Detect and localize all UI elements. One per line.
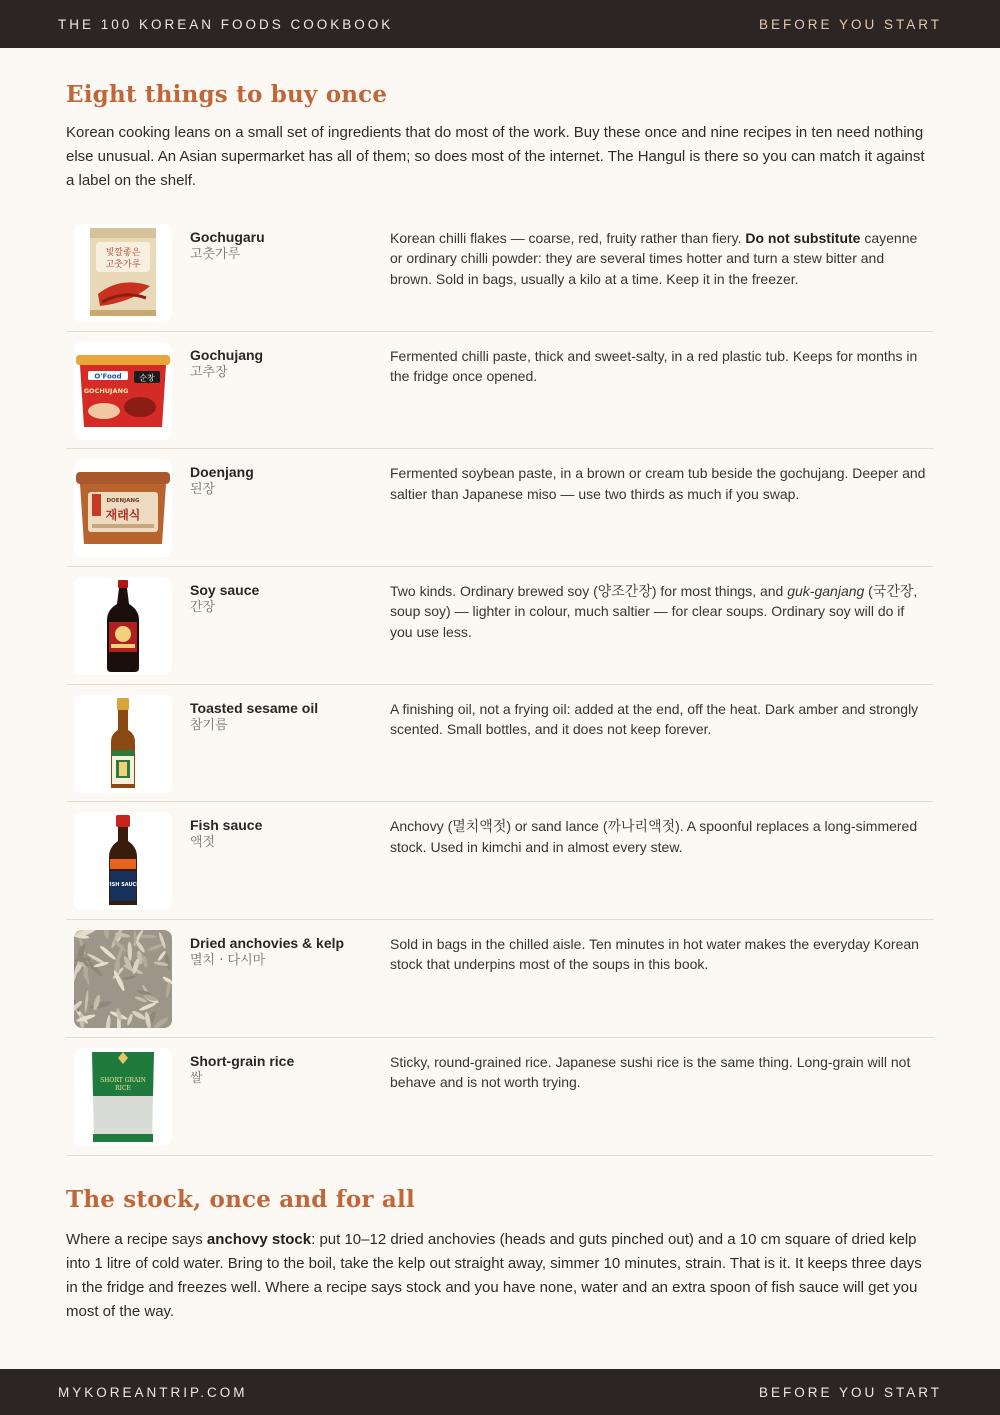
ingredient-name: Dried anchovies & kelp: [190, 935, 345, 952]
emphasis-warning: Do not substitute: [745, 230, 861, 246]
gochujang-label: GOCHUJANG: [83, 386, 129, 395]
term-guk-ganjang: guk-ganjang: [787, 583, 865, 600]
gochujang-brand: O'Food: [94, 372, 122, 381]
soy-sauce-bottle-icon: [74, 577, 172, 675]
section-heading-ingredients: Eight things to buy once: [66, 81, 388, 108]
ingredient-hangul: 참기름: [190, 717, 228, 733]
ingredient-description: Anchovy (멸치액젓) or sand lance (까나리액젓). A spoonful replaces a long-simmered stock. Used in kimchi and in almost every stew.: [390, 818, 918, 855]
sesame-oil-bottle-icon: [74, 695, 172, 793]
term-anchovy-stock: anchovy stock: [206, 1230, 312, 1248]
ingredient-description: Fermented chilli paste, thick and sweet-salty, in a red plastic tub. Keeps for months in the fridge once opened.: [390, 347, 918, 384]
chilli-flakes-bag-icon: [74, 224, 172, 322]
ingredient-hangul: 액젓: [190, 835, 216, 851]
ingredient-hangul: 고추장: [190, 364, 228, 380]
header-section-label: BEFORE YOU START: [758, 16, 942, 32]
ingredient-name: Gochugaru: [190, 229, 265, 245]
page-content: [66, 80, 934, 1324]
ingredient-name: Fish sauce: [190, 817, 263, 834]
ingredient-row: [66, 449, 934, 567]
ingredient-row: [66, 685, 934, 803]
ingredient-description: Two kinds. Ordinary brewed soy (양조간장) for most things, and guk-ganjang (국간장, soup soy) — lighter in colour, much saltier — for clear soups. Ordinary soy will do if you use less.: [390, 583, 918, 640]
dried-anchovies-icon: [74, 930, 172, 1028]
ingredient-row: [66, 802, 934, 920]
ingredient-hangul: 고춧가루: [190, 247, 241, 262]
ingredient-name: Doenjang: [190, 464, 254, 481]
ingredient-row: [66, 920, 934, 1038]
ingredient-name: Gochujang: [190, 346, 264, 363]
top-bar: [0, 0, 1000, 48]
ingredient-name: Soy sauce: [190, 582, 260, 599]
doenjang-tub-icon: [74, 459, 172, 557]
ingredient-name: Short-grain rice: [190, 1052, 295, 1069]
ingredient-hangul: 쌀: [190, 1070, 203, 1086]
ingredient-row: [66, 567, 934, 685]
footer-section-label: BEFORE YOU START: [758, 1384, 942, 1400]
doenjang-label: DOENJANG: [106, 498, 140, 505]
ingredient-description: Fermented soybean paste, in a brown or cream tub beside the gochujang. Deeper and saltier than Japanese miso — use two thirds as much if you swap.: [390, 465, 926, 502]
ingredient-description: Korean chilli flakes — coarse, red, fruity rather than fiery. Do not substitute cayenne or ordinary chilli powder: they are several times hotter and turn a stew bitter and brown. Sold in bags, usually a kilo at a time. Keep it in the freezer.: [390, 230, 918, 287]
gochugaru-pack-label-1: 빛깔좋은: [105, 248, 141, 258]
rice-sack-icon: [74, 1048, 172, 1146]
ingredient-row: [66, 1038, 934, 1156]
gochujang-badge: 순창: [139, 373, 155, 383]
stock-section: [66, 1185, 934, 1324]
gochujang-tub-icon: [74, 342, 172, 440]
site-link[interactable]: MYKOREANTRIP.COM: [58, 1384, 248, 1400]
ingredient-hangul: 멸치 · 다시마: [190, 953, 266, 969]
intro-paragraph: Korean cooking leans on a small set of ingredients that do most of the work. Buy these once and nine recipes in ten need nothing else unusual. An Asian supermarket has all of them; so does most of the internet. The Hangul is there so you can match it against a label on the shelf.: [66, 124, 925, 189]
section-heading-stock: The stock, once and for all: [66, 1185, 415, 1213]
ingredient-hangul: 간장: [190, 600, 216, 616]
ingredient-description: Sold in bags in the chilled aisle. Ten minutes in hot water makes the everyday Korean stock that underpins most of the soups in this book.: [390, 936, 919, 973]
book-title: THE 100 KOREAN FOODS COOKBOOK: [58, 16, 394, 32]
stock-paragraph: Where a recipe says anchovy stock: put 10–12 dried anchovies (heads and guts pinched out) and a 10 cm square of dried kelp into 1 litre of cold water. Bring to the boil, take the kelp out straight away, simmer 10 minutes, strain. That is it. It keeps three days in the fridge and freezes well. Where a recipe says stock and you have none, water and an extra spoon of fish sauce will get you most of the way.: [66, 1230, 922, 1320]
gochugaru-pack-label-2: 고춧가루: [105, 260, 141, 270]
ingredient-description: Sticky, round-grained rice. Japanese sushi rice is the same thing. Long-grain will not behave and is not worth trying.: [390, 1053, 911, 1091]
rice-label-2: RICE: [115, 1084, 131, 1092]
ingredient-hangul: 된장: [190, 482, 216, 498]
fish-sauce-bottle-icon: [74, 812, 172, 910]
ingredient-row: [66, 332, 934, 450]
footer-bar: [0, 1369, 1000, 1415]
doenjang-korean: 재래식: [105, 508, 141, 523]
ingredient-description: A finishing oil, not a frying oil: added at the end, off the heat. Dark amber and strongly scented. Small bottles, and it does not keep forever.: [390, 700, 919, 738]
ingredient-name: Toasted sesame oil: [190, 699, 319, 716]
ingredient-row: [66, 214, 934, 332]
ingredient-list: [66, 214, 934, 1156]
fish-sauce-label: FISH SAUCE: [106, 882, 140, 889]
rice-label-1: SHORT GRAIN: [100, 1076, 146, 1084]
